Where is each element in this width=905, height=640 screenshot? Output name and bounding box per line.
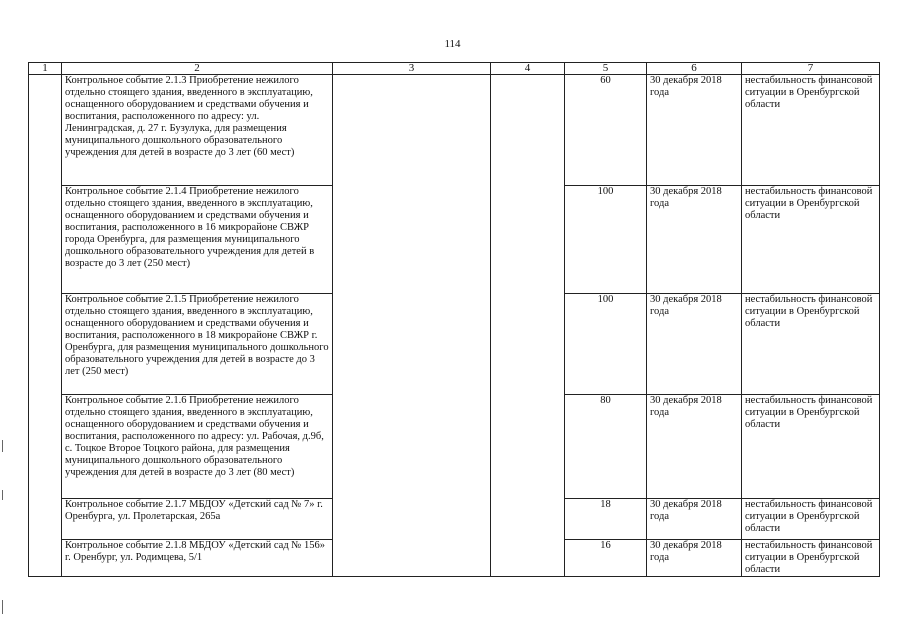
value-cell: 100: [565, 294, 647, 395]
risk-cell: нестабильность финансовой ситуации в Оренбургской области: [742, 294, 880, 395]
event-cell: Контрольное событие 2.1.3 Приобретение нежилого отдельно стоящего здания, введенного в эксплуатацию, оснащенного оборудованием и средствами обучения и воспитания, расположенного по адресу: ул. Ленинградская, д. 27 г. Бузулука, для размещения муниципального дошкольного образовательного учреждения для детей в возрасте до 3 лет (60 мест): [62, 75, 333, 186]
event-cell: Контрольное событие 2.1.7 МБДОУ «Детский сад № 7» г. Оренбурга, ул. Пролетарская, 265а: [62, 499, 333, 540]
column-header: 1: [29, 63, 62, 75]
date-cell: 30 декабря 2018 года: [647, 75, 742, 186]
table-header-row: [29, 63, 880, 75]
column-header: 6: [647, 63, 742, 75]
date-cell: 30 декабря 2018 года: [647, 499, 742, 540]
table-row: [29, 75, 880, 186]
value-cell: 18: [565, 499, 647, 540]
date-cell: 30 декабря 2018 года: [647, 395, 742, 499]
risk-cell: нестабильность финансовой ситуации в Оренбургской области: [742, 540, 880, 577]
column-header: 5: [565, 63, 647, 75]
scan-artifact-mark: [2, 440, 3, 452]
risk-cell: нестабильность финансовой ситуации в Оренбургской области: [742, 395, 880, 499]
value-cell: 80: [565, 395, 647, 499]
value-cell: 16: [565, 540, 647, 577]
column-header: 3: [333, 63, 491, 75]
date-cell: 30 декабря 2018 года: [647, 294, 742, 395]
event-cell: Контрольное событие 2.1.6 Приобретение нежилого отдельно стоящего здания, введенного в эксплуатацию, оснащенного оборудованием и средствами обучения и воспитания, расположенного по адресу: ул. Рабочая, д.9б, с. Тоцкое Второе Тоцкого района, для размещения муниципального дошкольного образовательного учреждения для детей в возрасте до 3 лет (80 мест): [62, 395, 333, 499]
date-cell: 30 декабря 2018 года: [647, 540, 742, 577]
document-table: [28, 62, 880, 577]
scan-artifact-mark: [2, 600, 3, 614]
event-cell: Контрольное событие 2.1.5 Приобретение нежилого отдельно стоящего здания, введенного в эксплуатацию, оснащенного оборудованием и средствами обучения и воспитания, расположенного в 18 микрорайоне СВЖР г. Оренбурга, для размещения муниципального дошкольного образовательного учреждения для детей в возрасте до 3 лет (250 мест): [62, 294, 333, 395]
event-cell: Контрольное событие 2.1.8 МБДОУ «Детский сад № 156» г. Оренбург, ул. Родимцева, 5/1: [62, 540, 333, 577]
column-3-cell: [333, 75, 491, 577]
risk-cell: нестабильность финансовой ситуации в Оренбургской области: [742, 186, 880, 294]
value-cell: 100: [565, 186, 647, 294]
column-header: 7: [742, 63, 880, 75]
risk-cell: нестабильность финансовой ситуации в Оренбургской области: [742, 75, 880, 186]
column-header: 4: [491, 63, 565, 75]
column-header: 2: [62, 63, 333, 75]
value-cell: 60: [565, 75, 647, 186]
date-cell: 30 декабря 2018 года: [647, 186, 742, 294]
page-number: 114: [444, 38, 461, 50]
column-4-cell: [491, 75, 565, 577]
event-cell: Контрольное событие 2.1.4 Приобретение нежилого отдельно стоящего здания, введенного в эксплуатацию, оснащенного оборудованием и средствами обучения и воспитания, расположенного в 16 микрорайоне СВЖР города Оренбурга, для размещения муниципального дошкольного образовательного учреждения для детей в возрасте до 3 лет (250 мест): [62, 186, 333, 294]
scan-artifact-mark: [2, 490, 3, 500]
risk-cell: нестабильность финансовой ситуации в Оренбургской области: [742, 499, 880, 540]
row-number-cell: [29, 75, 62, 577]
